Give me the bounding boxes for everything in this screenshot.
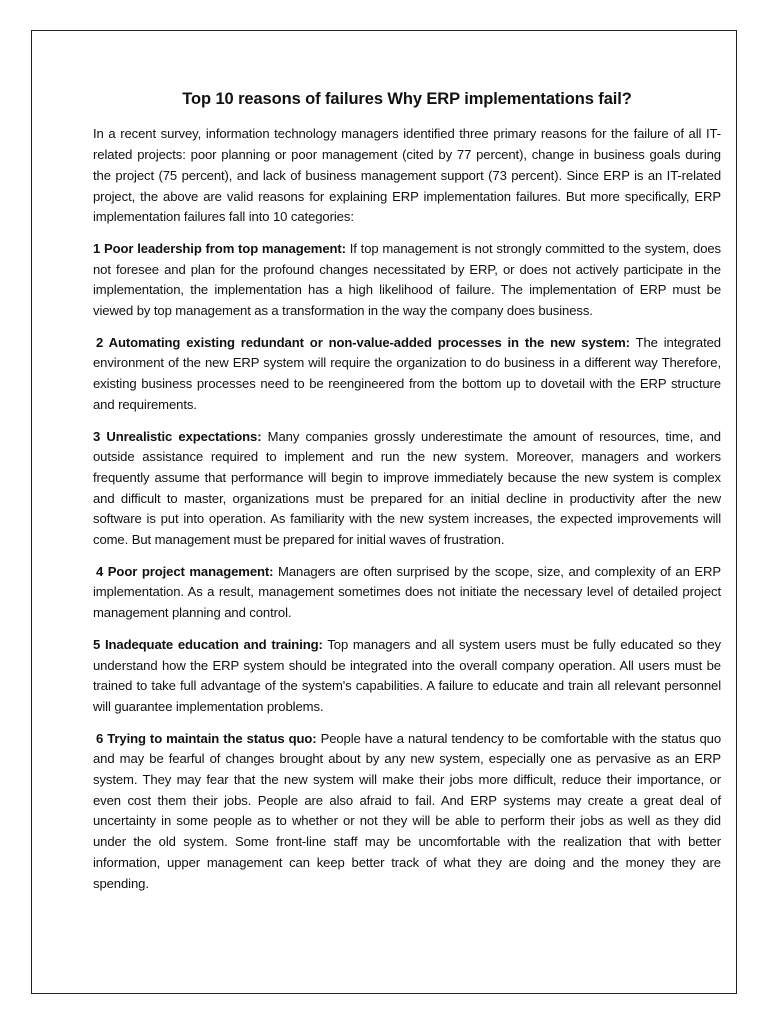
section-4-paragraph [93,562,721,624]
section-1-paragraph [93,239,721,322]
section-5-body: Top managers and all system users must be fully educated so they understand how the ERP system should be integrated into the overall company operation. All users must be trained to take full advantage of the system's capabilities. A failure to educate and train all relevant personnel will guarantee implementation problems. [93,636,721,714]
section-6-body: People have a natural tendency to be comfortable with the status quo and may be fearful of changes brought about by any new system, especially one as pervasive as an ERP system. They may fear that the new system will make their jobs more difficult, reduce their importance, or even cost them their jobs. People are also afraid to fail. And ERP systems may create a great deal of uncertainty in some people as to whether or not they will be able to perform their jobs as well as they did under the old system. Some front-line staff may be uncomfortable with the realization that with better information, upper management can keep better track of what they are doing and the money they are spending. [93,730,721,891]
section-4-body: Managers are often surprised by the scope, size, and complexity of an ERP implementation. As a result, management sometimes does not initiate the necessary level of detailed project management planning and control. [93,563,721,621]
section-2-body: The integrated environment of the new ERP system will require the organization to do business in a different way Therefore, existing business processes need to be reengineered from the bottom up to dovetail with the ERP structure and requirements. [93,334,721,412]
document-title: Top 10 reasons of failures Why ERP implementations fail? [182,90,632,108]
intro-paragraph: In a recent survey, information technology managers identified three primary reasons for the failure of all IT-related projects: poor planning or poor management (cited by 77 percent), change in business goals during the project (75 percent), and lack of business management support (73 percent). Since ERP is an IT-related project, the above are valid reasons for explaining ERP implementation failures. But more specifically, ERP implementation failures fall into 10 categories: [93,126,721,225]
section-4-heading: 4 Poor project management: [96,563,274,579]
section-3-paragraph [93,427,721,551]
section-6-heading: 6 Trying to maintain the status quo: [96,730,317,746]
section-2-paragraph [93,333,721,416]
document-body [93,86,721,905]
section-5-heading: 5 Inadequate education and training: [93,636,323,652]
section-6-paragraph [93,729,721,895]
section-2-heading: 2 Automating existing redundant or non-value-added processes in the new system: [96,334,630,350]
section-1-body: If top management is not strongly committed to the system, does not foresee and plan for the profound changes necessitated by ERP, or does not actively participate in the implementation, the implementation has a high likelihood of failure. The implementation of ERP must be viewed by top management as a transformation in the way the company does business. [93,240,722,319]
section-3-body: Many companies grossly underestimate the amount of resources, time, and outside assistance required to implement and run the new system. Moreover, managers and workers frequently assume that performance will begin to improve immediately because the new system is complex and difficult to master, organizations must be prepared for an initial decline in productivity after the new software is put into operation. As familiarity with the new system increases, the expected improvements will come. But management must be prepared for initial waves of frustration. [93,428,721,548]
section-1-heading: 1 Poor leadership from top management: [93,240,346,256]
section-5-paragraph [93,635,721,718]
section-3-heading: 3 Unrealistic expectations: [93,428,262,444]
